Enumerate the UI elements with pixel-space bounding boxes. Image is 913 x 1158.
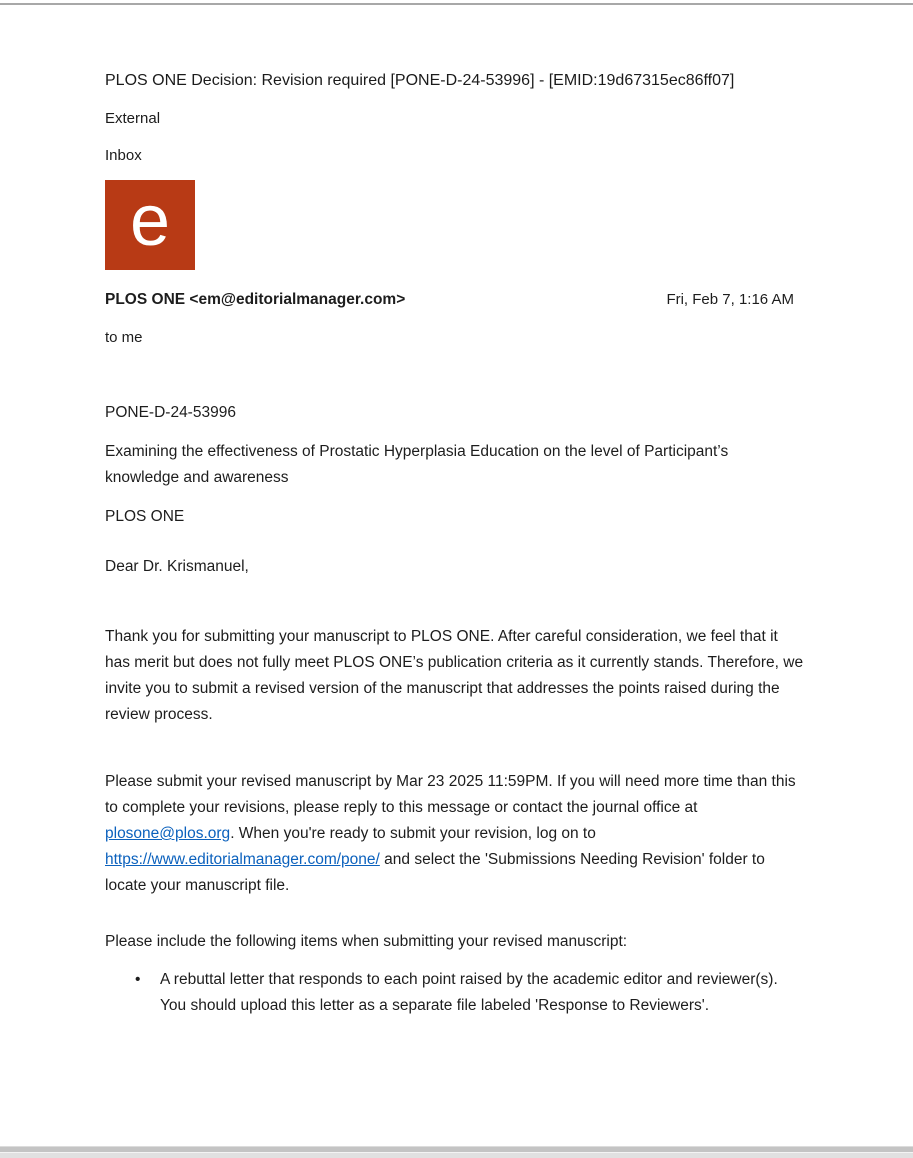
recipient-label: to me <box>105 329 143 346</box>
email-subject: PLOS ONE Decision: Revision required [PONE-D-24-53996] - [EMID:19d67315ec86ff07] <box>105 72 735 89</box>
list-item <box>105 967 806 1019</box>
inbox-label[interactable]: Inbox <box>105 147 142 164</box>
external-badge: External <box>105 110 161 127</box>
plosone-email-link[interactable]: plosone@plos.org <box>105 825 231 842</box>
sender-row <box>105 289 806 310</box>
body-paragraph-2 <box>105 769 806 899</box>
sender-avatar[interactable] <box>105 180 195 270</box>
revision-items-list <box>105 967 806 1019</box>
para2-text-3: and select the 'Submissions Needing Revision' folder to locate your manuscript file. <box>105 851 765 894</box>
list-item-text: A rebuttal letter that responds to each point raised by the academic editor and reviewer(s). You should upload this letter as a separate file labeled 'Response to Reviewers'. <box>160 971 778 1014</box>
email-content <box>105 0 806 1019</box>
manuscript-id: PONE-D-24-53996 <box>105 404 236 421</box>
para2-text-1: Please submit your revised manuscript by Mar 23 2025 11:59PM. If you will need more time than this to complete your revisions, please reply to this message or contact the journal office at <box>105 773 796 816</box>
bullet-icon: • <box>135 971 141 988</box>
email-date: Fri, Feb 7, 1:16 AM <box>666 291 794 308</box>
manuscript-title: Examining the effectiveness of Prostatic Hyperplasia Education on the level of Participant’s knowledge and awareness <box>105 443 729 486</box>
journal-name: PLOS ONE <box>105 508 185 525</box>
body-paragraph-3: Please include the following items when submitting your revised manuscript: <box>105 933 628 950</box>
salutation: Dear Dr. Krismanuel, <box>105 558 249 575</box>
para2-text-2: . When you're ready to submit your revision, log on to <box>230 825 596 842</box>
avatar-letter: e <box>129 181 171 261</box>
window-bottom-strip <box>0 1153 913 1158</box>
editorial-manager-url-link[interactable]: https://www.editorialmanager.com/pone/ <box>105 851 380 868</box>
sender-name: PLOS ONE <em@editorialmanager.com> <box>105 291 406 308</box>
body-paragraph-1: Thank you for submitting your manuscript to PLOS ONE. After careful consideration, we feel that it has merit but does not fully meet PLOS ONE’s publication criteria as it currently stands. Therefore, we invite you to submit a revised version of the manuscript that addresses the points raised during the review process. <box>105 628 804 723</box>
